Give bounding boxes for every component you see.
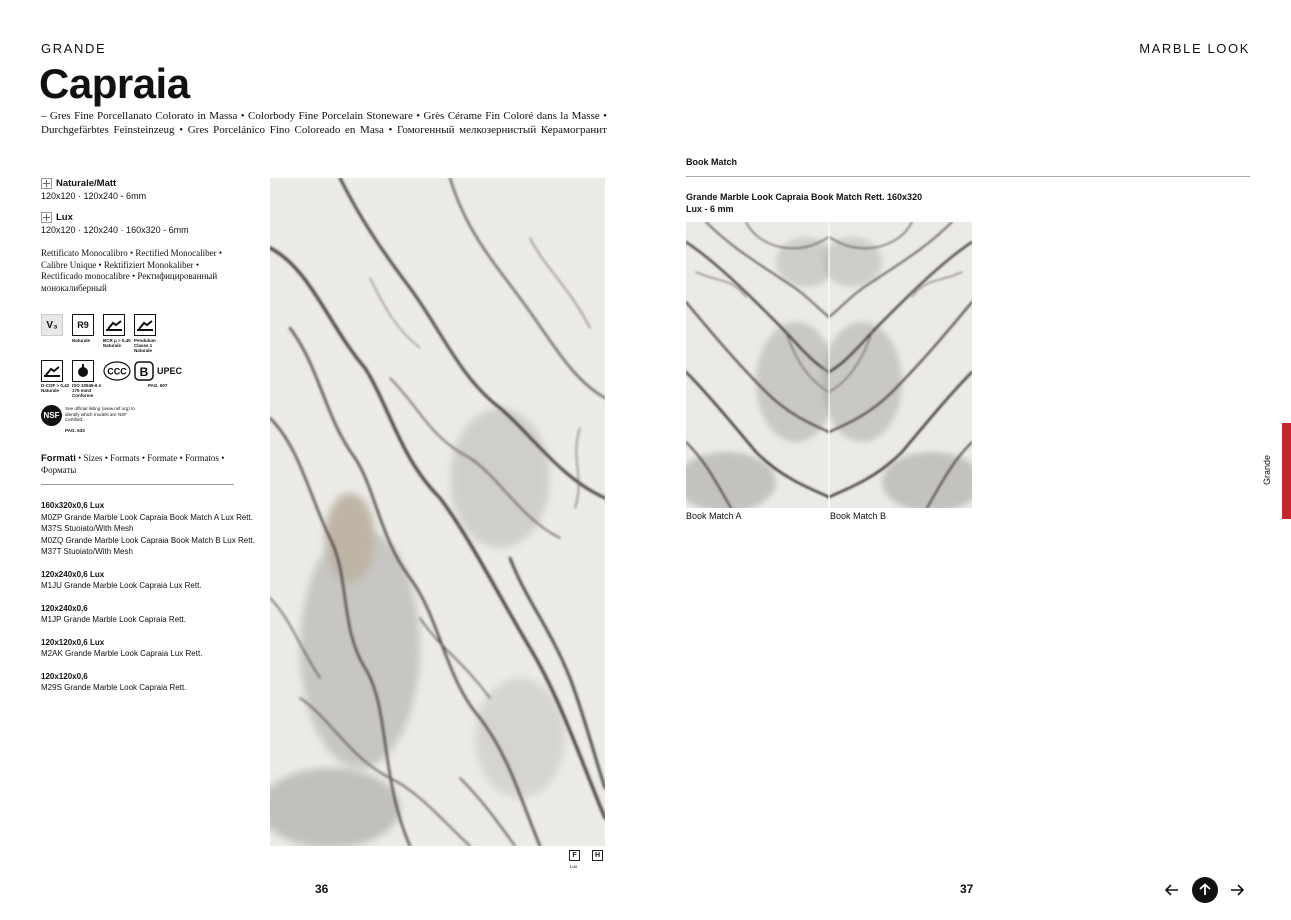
svg-text:B: B xyxy=(139,365,149,379)
section-tab-marker[interactable] xyxy=(1282,423,1291,519)
nsf-text: See official listing (www.nsf.org) to identify which models are NSF Certified xyxy=(65,406,135,422)
finish-name: Naturale/Matt xyxy=(56,178,117,189)
code-line: M0ZP Grande Marble Look Capraia Book Match A Lux Rett. xyxy=(41,512,253,522)
dcof-caption: D-COF > 0,42 Naturale xyxy=(41,383,70,393)
code-line: M1JP Grande Marble Look Capraia Rett. xyxy=(41,615,186,624)
arrow-up-icon xyxy=(1198,883,1212,897)
finish-badge-caption: Lux xyxy=(570,864,578,869)
finish-f-badge: F xyxy=(569,850,580,861)
pendulum-caption: Pendulum Classe 1 Naturale xyxy=(134,338,156,353)
arrow-left-icon xyxy=(1164,882,1180,898)
code-group xyxy=(41,671,266,694)
divider xyxy=(41,484,234,485)
book-match-title-line1: Grande Marble Look Capraia Book Match Rett. 160x320 xyxy=(686,192,923,202)
running-header-left: GRANDE xyxy=(41,41,107,56)
book-match-section-title: Book Match xyxy=(686,157,738,167)
finish-h-badge: H xyxy=(592,850,603,861)
prev-page-button[interactable] xyxy=(1160,878,1184,902)
r9-caption: Naturale xyxy=(72,338,91,343)
page-number-left: 36 xyxy=(315,882,329,896)
upec-caption: PAG. 607 xyxy=(148,383,168,388)
code-group xyxy=(41,637,266,660)
abrasion-icon xyxy=(72,360,94,382)
code-group-title: 120x120x0,6 Lux xyxy=(41,637,105,647)
book-match-image xyxy=(686,222,972,508)
code-line: M37T Stuoiato/With Mesh xyxy=(41,547,133,556)
iso-caption: ISO 10545-6 ≤ 175 mm3 Conforme xyxy=(72,383,102,398)
section-tab-label: Grande xyxy=(1262,454,1272,486)
formati-translations: • Sizes • Formats • Formate • Formatos • Форматы xyxy=(41,453,225,475)
finish-naturale xyxy=(41,178,146,201)
bcr-slip-icon xyxy=(103,314,125,336)
surface-finish-icon xyxy=(41,178,52,189)
scroll-top-button[interactable] xyxy=(1192,877,1218,903)
pendulum-slip-icon xyxy=(134,314,156,336)
arrow-right-icon xyxy=(1229,882,1245,898)
book-match-title xyxy=(686,192,922,215)
nsf-logo-icon: NSF xyxy=(41,405,62,426)
section-tab-label-wrap[interactable] xyxy=(1254,440,1280,500)
code-line: M0ZQ Grande Marble Look Capraia Book Match B Lux Rett. xyxy=(41,535,255,545)
book-match-title-line2: Lux - 6 mm xyxy=(686,203,734,214)
nsf-page: PAG. 633 xyxy=(65,428,85,433)
product-subtitle: – Gres Fine Porcellanato Colorato in Massa • Colorbody Fine Porcelain Stoneware • Grès Cérame Fin Coloré dans la Masse • Durchgefärbtes Feinsteinzeug • Gres Porcelánico Fino Coloreado en Masa • Гомогенный мелкозернистый Керамогранит xyxy=(41,110,607,136)
svg-text:CCC: CCC xyxy=(107,366,127,377)
rectified-text: Rettificato Monocalibro • Rectified Monocaliber • Calibre Unique • Rektifiziert Monokaliber • Rectificado monocalibre • Ректифицированный монокалиберный xyxy=(41,248,222,293)
code-line: M2AK Grande Marble Look Capraia Lux Rett. xyxy=(41,649,203,658)
upec-label: UPEC xyxy=(157,366,183,376)
finish-sizes: 120x120 · 120x240 · 160x320 - 6mm xyxy=(41,225,189,235)
running-header-right: MARBLE LOOK xyxy=(1139,41,1250,56)
book-match-b-caption: Book Match B xyxy=(830,511,887,521)
code-line: M37S Stuoiato/With Mesh xyxy=(41,524,134,533)
code-group-title: 120x240x0,6 xyxy=(41,603,88,613)
code-group xyxy=(41,500,266,558)
product-codes xyxy=(41,500,266,705)
code-group-title: 160x320x0,6 Lux xyxy=(41,501,105,510)
code-group-title: 120x120x0,6 xyxy=(41,671,88,681)
surface-finish-icon xyxy=(41,212,52,223)
code-line: M1JU Grande Marble Look Capraia Lux Rett. xyxy=(41,581,202,590)
finish-lux xyxy=(41,212,189,235)
r9-slip-icon: R9 xyxy=(72,314,94,336)
next-page-button[interactable] xyxy=(1225,878,1249,902)
bcr-caption: BCR μ > 0,40 Naturale xyxy=(103,338,131,348)
cstb-mark-icon xyxy=(134,361,154,381)
dcof-slip-icon xyxy=(41,360,63,382)
code-group-title: 120x240x0,6 Lux xyxy=(41,569,105,579)
finish-sizes: 120x120 · 120x240 - 6mm xyxy=(41,191,147,201)
finish-name: Lux xyxy=(56,212,73,223)
product-title: Capraia xyxy=(39,60,190,107)
code-group xyxy=(41,603,266,626)
marble-slab-image xyxy=(270,178,605,846)
formati-heading xyxy=(41,453,234,476)
page-number-right: 37 xyxy=(960,882,974,896)
book-match-a-caption: Book Match A xyxy=(686,511,742,521)
ccc-mark-icon xyxy=(103,361,131,381)
code-line: M29S Grande Marble Look Capraia Rett. xyxy=(41,683,187,692)
divider xyxy=(686,176,1250,177)
formati-title: Formati xyxy=(41,453,76,464)
code-group xyxy=(41,569,266,592)
shade-variation-icon: V₃ xyxy=(41,314,63,336)
